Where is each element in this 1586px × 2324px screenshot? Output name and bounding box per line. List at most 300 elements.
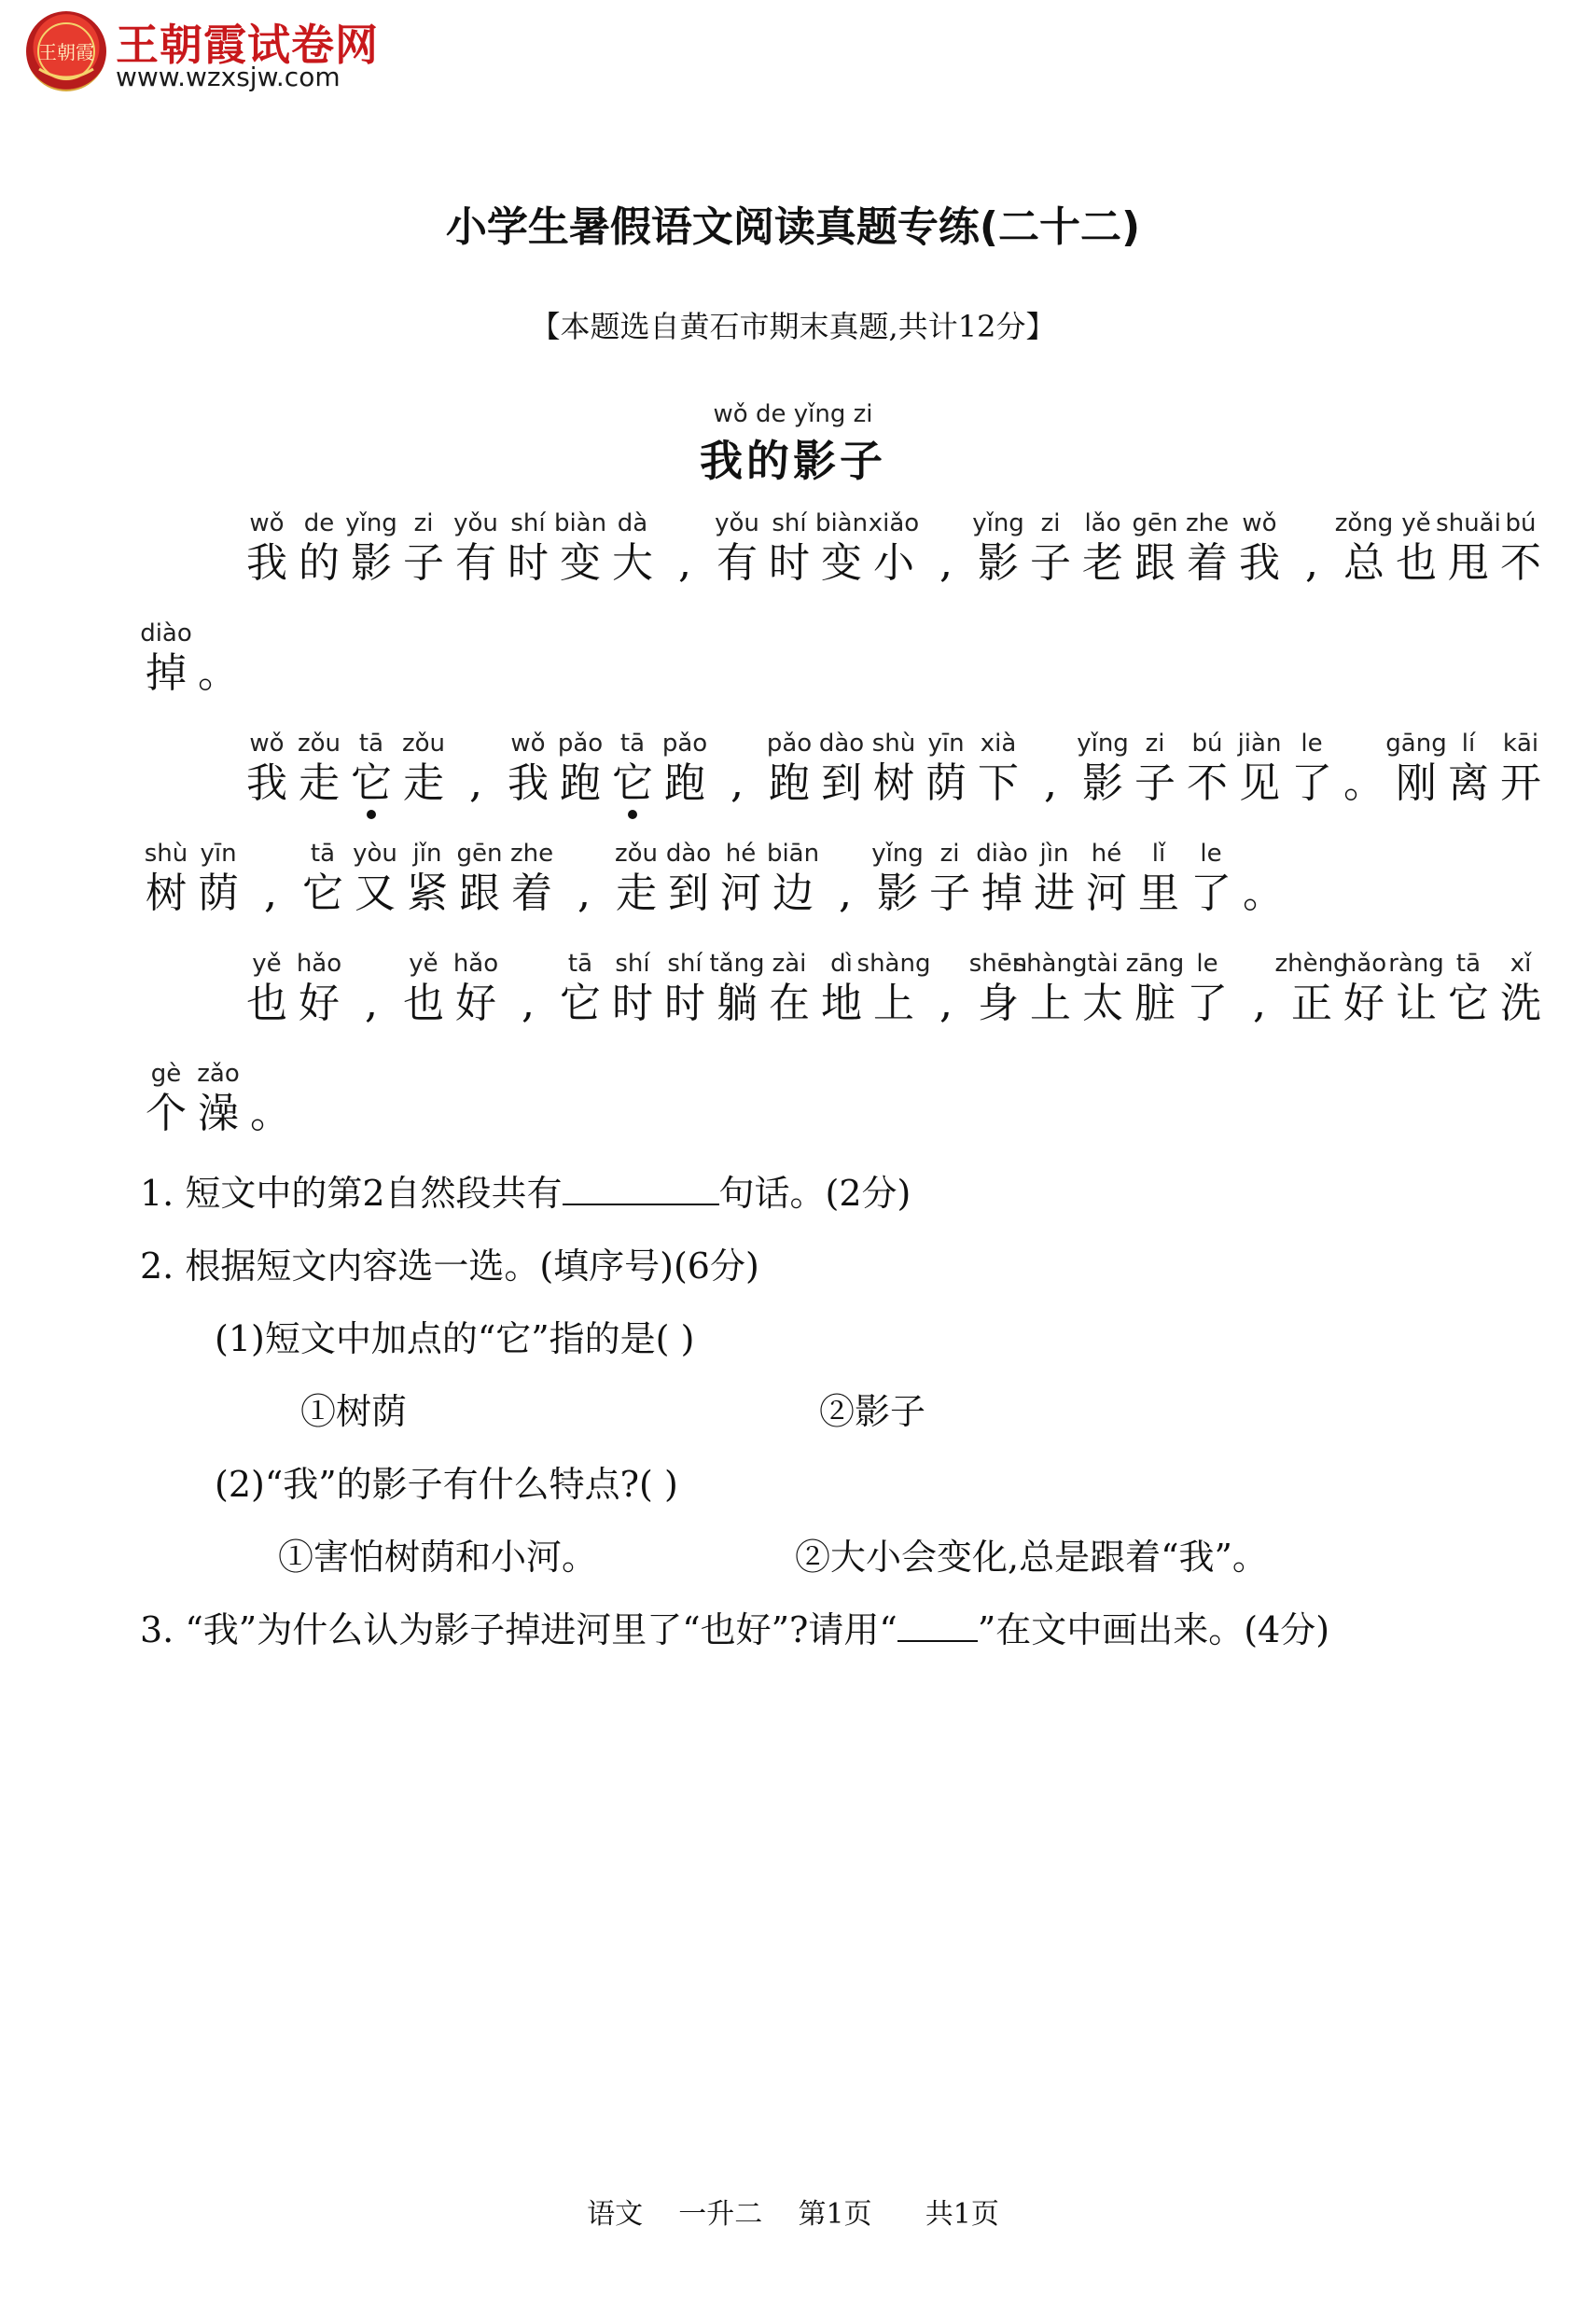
passage-char xyxy=(1024,509,1077,590)
passage-char xyxy=(659,730,711,810)
character: 也 xyxy=(403,980,444,1027)
character: , xyxy=(939,980,953,1027)
pinyin: xià xyxy=(980,730,1017,758)
logo-seal xyxy=(26,11,106,91)
passage-line xyxy=(140,840,1289,920)
passage-char xyxy=(1286,730,1338,810)
passage-char xyxy=(293,509,345,590)
passage-line xyxy=(241,950,1547,1030)
passage-char xyxy=(1077,730,1129,810)
passage-char xyxy=(659,950,711,1030)
dotted-character: 它 xyxy=(612,758,653,810)
logo-url[interactable]: www.wzxsjw.com xyxy=(116,62,341,92)
character: 我 xyxy=(508,759,549,807)
passage-char xyxy=(871,840,924,920)
passage-char xyxy=(1181,509,1233,590)
page-footer: 语文 一升二 第1页 共1页 xyxy=(587,2198,999,2231)
passage-char xyxy=(715,840,767,920)
pinyin: yǐng xyxy=(345,509,397,537)
pinyin: bú xyxy=(1505,509,1537,537)
question-2: 2. 根据短文内容选一选。(填序号)(6分) xyxy=(140,1245,759,1287)
character: 好 xyxy=(1343,980,1384,1027)
passage-char xyxy=(241,509,293,590)
passage-char xyxy=(1013,950,1088,1030)
passage-line xyxy=(140,619,244,700)
character: 。 xyxy=(250,1090,291,1137)
character: 刚 xyxy=(1396,759,1437,807)
character: , xyxy=(264,870,277,917)
character: 了 xyxy=(1190,870,1231,917)
pinyin: diào xyxy=(140,619,192,647)
passage-char xyxy=(1338,730,1390,810)
character: 脏 xyxy=(1134,980,1176,1027)
pinyin: yòu xyxy=(353,840,397,868)
passage-char xyxy=(606,730,659,810)
question-3 xyxy=(140,1601,1329,1652)
pinyin: zhe xyxy=(1185,509,1230,537)
character: , xyxy=(730,759,744,807)
question-3-text-before: 3. “我”为什么认为影子掉进河里了“也好”?请用“ xyxy=(140,1609,897,1650)
pinyin: gè xyxy=(150,1060,182,1088)
pinyin: tā xyxy=(619,730,646,758)
pinyin: zhe xyxy=(509,840,554,868)
pinyin: dào xyxy=(665,840,712,868)
character: 不 xyxy=(1187,759,1228,807)
character: , xyxy=(839,870,852,917)
pinyin: yǐng xyxy=(972,509,1024,537)
pinyin: pǎo xyxy=(766,730,813,758)
passage-char xyxy=(397,730,450,810)
character: 走 xyxy=(403,759,444,807)
pinyin: tā xyxy=(358,730,384,758)
pinyin: yě xyxy=(1401,509,1431,537)
pinyin: shàng xyxy=(856,950,931,978)
passage-char xyxy=(1442,730,1495,810)
passage-char xyxy=(192,619,244,700)
passage-line xyxy=(241,730,1547,810)
pinyin: yě xyxy=(409,950,438,978)
passage-char xyxy=(1129,730,1181,810)
passage-char xyxy=(140,619,192,700)
passage-char xyxy=(924,840,976,920)
pinyin: hé xyxy=(1091,840,1122,868)
character: 有 xyxy=(716,539,758,587)
passage-char xyxy=(1233,730,1286,810)
passage-char xyxy=(1286,509,1338,590)
pinyin: zǒng xyxy=(1334,509,1394,537)
pinyin: shù xyxy=(144,840,188,868)
pinyin: diào xyxy=(976,840,1028,868)
passage-char xyxy=(502,509,554,590)
passage-char xyxy=(1133,840,1185,920)
passage-char xyxy=(868,730,920,810)
pinyin: wǒ xyxy=(510,730,546,758)
answer-blank-1[interactable] xyxy=(563,1170,719,1205)
pinyin: shí xyxy=(667,950,703,978)
pinyin: yě xyxy=(252,950,282,978)
character: 子 xyxy=(1134,759,1176,807)
passage-char xyxy=(819,840,871,920)
pinyin: dà xyxy=(617,509,648,537)
character: , xyxy=(1253,980,1266,1027)
pinyin: pǎo xyxy=(661,730,708,758)
character: 跟 xyxy=(459,870,500,917)
passage-char xyxy=(1233,509,1286,590)
pinyin: shí xyxy=(772,509,807,537)
pinyin: gāng xyxy=(1385,730,1447,758)
character: 时 xyxy=(664,980,705,1027)
character: , xyxy=(577,870,591,917)
pinyin: zài xyxy=(772,950,807,978)
pinyin: dào xyxy=(818,730,865,758)
question-2-2: (2)“我”的影子有什么特点?( ) xyxy=(215,1464,678,1505)
passage-char xyxy=(1495,730,1547,810)
character: 老 xyxy=(1082,539,1123,587)
question-2-1: (1)短文中加点的“它”指的是( ) xyxy=(215,1318,695,1359)
character: , xyxy=(522,980,535,1027)
passage-char xyxy=(349,840,401,920)
character: 总 xyxy=(1343,539,1384,587)
passage-char xyxy=(140,1060,192,1140)
character: 时 xyxy=(612,980,653,1027)
passage-char xyxy=(241,730,293,810)
character: 离 xyxy=(1448,759,1489,807)
pinyin: le xyxy=(1200,840,1222,868)
question-2-2-option-a[interactable]: ①害怕树荫和小河。 xyxy=(278,1537,598,1578)
passage-char xyxy=(920,509,972,590)
passage-char xyxy=(1185,840,1237,920)
logo-seal-text: 王朝霞 xyxy=(38,41,94,63)
question-1 xyxy=(140,1164,911,1216)
character: 边 xyxy=(772,870,814,917)
character: 它 xyxy=(302,870,343,917)
character: 正 xyxy=(1291,980,1332,1027)
character: 好 xyxy=(299,980,340,1027)
passage-line xyxy=(241,509,1547,590)
passage-char xyxy=(763,730,815,810)
character: 里 xyxy=(1138,870,1179,917)
character: 着 xyxy=(1187,539,1228,587)
passage-char xyxy=(401,840,453,920)
passage-char xyxy=(767,840,819,920)
pinyin: tā xyxy=(310,840,336,868)
pinyin: hé xyxy=(725,840,757,868)
character: 掉 xyxy=(146,649,187,697)
passage-char xyxy=(1028,840,1080,920)
passage-char xyxy=(1024,730,1077,810)
passage-char xyxy=(506,840,558,920)
pinyin: shuǎi xyxy=(1436,509,1501,537)
pinyin: zi xyxy=(939,840,960,868)
character: 下 xyxy=(978,759,1019,807)
passage-char xyxy=(972,509,1024,590)
passage-char xyxy=(711,509,763,590)
passage-char xyxy=(1274,950,1349,1030)
pinyin: zi xyxy=(1040,509,1061,537)
character: 开 xyxy=(1500,759,1541,807)
character: , xyxy=(1044,759,1057,807)
passage-char xyxy=(397,950,450,1030)
character: 有 xyxy=(455,539,496,587)
passage-char xyxy=(1495,509,1547,590)
character: 也 xyxy=(246,980,287,1027)
character: 进 xyxy=(1034,870,1075,917)
pinyin: yǒu xyxy=(715,509,759,537)
passage-char xyxy=(502,950,554,1030)
pinyin: wǒ xyxy=(249,509,285,537)
passage-char xyxy=(453,840,506,920)
passage-char xyxy=(558,840,610,920)
passage-char xyxy=(554,509,606,590)
pinyin: yǐng xyxy=(871,840,924,868)
character: 影 xyxy=(978,539,1019,587)
passage-char xyxy=(345,950,397,1030)
passage-char xyxy=(345,509,397,590)
character: 它 xyxy=(560,980,601,1027)
pinyin: kāi xyxy=(1502,730,1539,758)
pinyin: yīn xyxy=(200,840,237,868)
passage-char xyxy=(1385,730,1447,810)
pinyin: lǐ xyxy=(1151,840,1166,868)
character: 上 xyxy=(873,980,914,1027)
character: 子 xyxy=(929,870,970,917)
character: 时 xyxy=(508,539,549,587)
character: 大 xyxy=(612,539,653,587)
pinyin: biàn xyxy=(814,509,869,537)
pinyin: xiǎo xyxy=(868,509,920,537)
pinyin: shù xyxy=(871,730,916,758)
character: 跑 xyxy=(769,759,810,807)
pinyin: zǎo xyxy=(197,1060,240,1088)
passage-char xyxy=(1390,509,1442,590)
pinyin: gēn xyxy=(1132,509,1178,537)
passage-char xyxy=(554,730,606,810)
character: 见 xyxy=(1239,759,1280,807)
pinyin: de xyxy=(303,509,335,537)
passage-char xyxy=(920,730,972,810)
pinyin: tǎng xyxy=(709,950,765,978)
passage-char xyxy=(920,950,972,1030)
character: 时 xyxy=(769,539,810,587)
passage-char xyxy=(763,509,815,590)
page-title: 小学生暑假语文阅读真题专练(二十二) xyxy=(445,203,1141,251)
pinyin: dì xyxy=(830,950,853,978)
pinyin: pǎo xyxy=(557,730,604,758)
passage-char xyxy=(606,950,659,1030)
passage-char xyxy=(815,509,868,590)
character: 跑 xyxy=(560,759,601,807)
pinyin: zāng xyxy=(1125,950,1185,978)
pinyin: zhèng xyxy=(1274,950,1349,978)
passage-char xyxy=(1129,509,1181,590)
question-1-text-before: 1. 短文中的第2自然段共有 xyxy=(140,1173,563,1214)
passage-char xyxy=(450,950,502,1030)
character: 河 xyxy=(1086,870,1127,917)
passage-char xyxy=(972,730,1024,810)
passage-char xyxy=(659,509,711,590)
character: 到 xyxy=(668,870,709,917)
passage-char xyxy=(868,509,920,590)
pinyin: shēn xyxy=(968,950,1028,978)
character: 小 xyxy=(873,539,914,587)
character: 我 xyxy=(1239,539,1280,587)
character: 变 xyxy=(821,539,862,587)
character: 。 xyxy=(1243,870,1284,917)
question-2-1-option-b[interactable]: ②影子 xyxy=(819,1391,926,1432)
pinyin: hǎo xyxy=(296,950,342,978)
pinyin: zi xyxy=(1145,730,1165,758)
character: 我 xyxy=(246,759,287,807)
pinyin: shàng xyxy=(1013,950,1088,978)
question-1-text-after: 句话。(2分) xyxy=(718,1173,911,1214)
character: 变 xyxy=(560,539,601,587)
pinyin: jǐn xyxy=(412,840,442,868)
passage-char xyxy=(397,509,450,590)
question-2-2-option-b[interactable]: ②大小会变化,总是跟着“我”。 xyxy=(795,1537,1268,1578)
pinyin: le xyxy=(1301,730,1323,758)
character: 走 xyxy=(299,759,340,807)
character: 澡 xyxy=(198,1090,239,1137)
passage-title: 我的影子 xyxy=(700,436,886,486)
passage-char xyxy=(1334,509,1394,590)
pinyin: yǐng xyxy=(1077,730,1129,758)
character: 地 xyxy=(821,980,862,1027)
character: 跟 xyxy=(1134,539,1176,587)
character: 影 xyxy=(351,539,392,587)
pinyin: xǐ xyxy=(1509,950,1532,978)
pinyin: shí xyxy=(615,950,650,978)
character: 掉 xyxy=(981,870,1023,917)
pinyin: wǒ xyxy=(249,730,285,758)
character: 跑 xyxy=(664,759,705,807)
pinyin: gēn xyxy=(456,840,503,868)
passage-char xyxy=(192,1060,244,1140)
character: 荫 xyxy=(198,870,239,917)
character: 子 xyxy=(403,539,444,587)
pinyin: yǒu xyxy=(453,509,498,537)
passage-char xyxy=(1495,950,1547,1030)
character: , xyxy=(678,539,691,587)
pinyin: tā xyxy=(567,950,593,978)
character: 走 xyxy=(616,870,657,917)
character: 让 xyxy=(1396,980,1437,1027)
pinyin: wǒ xyxy=(1242,509,1277,537)
character: 好 xyxy=(455,980,496,1027)
character: 河 xyxy=(720,870,761,917)
pinyin: lǎo xyxy=(1084,509,1121,537)
pinyin: tài xyxy=(1087,950,1119,978)
passage-char xyxy=(1390,950,1442,1030)
character: , xyxy=(939,539,953,587)
passage-char xyxy=(502,730,554,810)
character: 太 xyxy=(1082,980,1123,1027)
passage-char xyxy=(140,840,192,920)
passage-char xyxy=(1338,950,1390,1030)
question-3-text-after: ”在文中画出来。(4分) xyxy=(977,1609,1330,1650)
character: 的 xyxy=(299,539,340,587)
underline-sample xyxy=(897,1607,978,1642)
passage-char xyxy=(763,950,815,1030)
character: 个 xyxy=(146,1090,187,1137)
pinyin: yīn xyxy=(927,730,965,758)
character: 甩 xyxy=(1448,539,1489,587)
passage-char xyxy=(1077,509,1129,590)
character: 树 xyxy=(873,759,914,807)
character: , xyxy=(1305,539,1318,587)
passage-char xyxy=(606,509,659,590)
character: 树 xyxy=(146,870,187,917)
pinyin: biàn xyxy=(553,509,607,537)
character: 。 xyxy=(1343,759,1384,807)
character: 又 xyxy=(355,870,396,917)
passage-char xyxy=(450,730,502,810)
pinyin: shí xyxy=(510,509,546,537)
passage-char xyxy=(1436,509,1501,590)
pinyin: le xyxy=(1196,950,1218,978)
character: 荫 xyxy=(925,759,967,807)
passage-char xyxy=(450,509,502,590)
pinyin: jiàn xyxy=(1237,730,1282,758)
passage-line xyxy=(140,1060,297,1140)
passage-char xyxy=(554,950,606,1030)
pinyin: zǒu xyxy=(401,730,446,758)
passage-char xyxy=(293,730,345,810)
passage-char xyxy=(1181,730,1233,810)
passage-char xyxy=(293,950,345,1030)
character: , xyxy=(469,759,482,807)
character: 我 xyxy=(246,539,287,587)
character: , xyxy=(365,980,378,1027)
passage-char xyxy=(610,840,662,920)
pinyin: ràng xyxy=(1388,950,1444,978)
character: 。 xyxy=(198,649,239,697)
pinyin: jìn xyxy=(1039,840,1069,868)
character: 影 xyxy=(877,870,918,917)
character: 也 xyxy=(1396,539,1437,587)
passage-char xyxy=(815,730,868,810)
pinyin: biān xyxy=(766,840,820,868)
question-2-1-option-a[interactable]: ①树荫 xyxy=(300,1391,408,1432)
pinyin: lí xyxy=(1461,730,1476,758)
pinyin: tā xyxy=(1455,950,1482,978)
character: 在 xyxy=(769,980,810,1027)
passage-char xyxy=(976,840,1028,920)
passage-char xyxy=(1080,840,1133,920)
passage-char xyxy=(1237,840,1289,920)
pinyin: bú xyxy=(1191,730,1223,758)
pinyin: hǎo xyxy=(452,950,499,978)
character: 它 xyxy=(1448,980,1489,1027)
character: 洗 xyxy=(1500,980,1541,1027)
passage-char xyxy=(241,950,293,1030)
character: 不 xyxy=(1500,539,1541,587)
page-subtitle: 【本题选自黄石市期末真题,共计12分】 xyxy=(530,309,1056,344)
passage-char xyxy=(711,950,763,1030)
character: 身 xyxy=(978,980,1019,1027)
pinyin: zǒu xyxy=(614,840,659,868)
character: 着 xyxy=(511,870,552,917)
logo-name: 王朝霞试卷网 xyxy=(116,20,379,70)
pinyin: zǒu xyxy=(297,730,341,758)
character: 躺 xyxy=(716,980,758,1027)
dotted-character: 它 xyxy=(351,758,392,810)
passage-char xyxy=(345,730,397,810)
passage-char xyxy=(192,840,244,920)
passage-char xyxy=(244,840,297,920)
passage-char xyxy=(662,840,715,920)
pinyin: hǎo xyxy=(1341,950,1387,978)
character: 子 xyxy=(1030,539,1071,587)
